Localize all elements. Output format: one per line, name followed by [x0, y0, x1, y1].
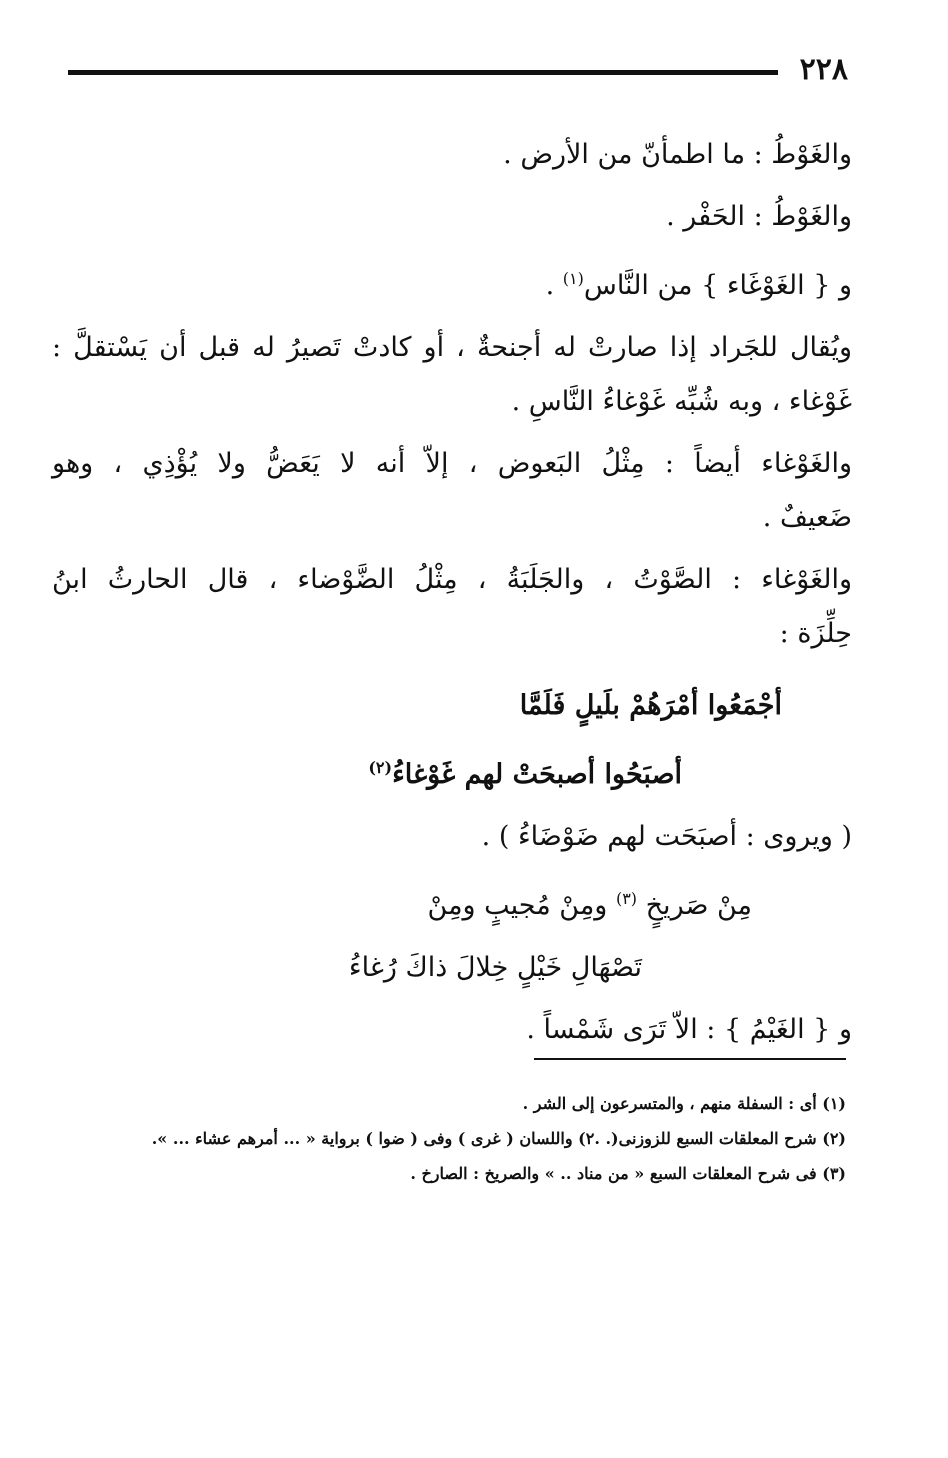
text-line: والغَوْغاء : الصَّوْتُ ، والجَلَبَةُ ، مِثْلُ الضَّوْضاء ، قال الحارثُ ابنُ: [52, 564, 852, 595]
footnote-rule: [534, 1058, 846, 1060]
text-line: والغَوْطُ : الحَفْر .: [666, 201, 852, 232]
verse-line: تَصْهَالِ خَيْلٍ خِلالَ ذاكَ رُغاءُ: [348, 952, 642, 983]
page-header: [68, 52, 848, 98]
verse-line: [52, 872, 852, 933]
footnotes: [86, 1086, 846, 1191]
text-span: مِنْ صَريخٍ: [645, 890, 752, 921]
body-text: [52, 128, 852, 1057]
text-line: ويُقال للجَراد إذا صارتْ له أجنحةٌ ، أو كادتْ تَصيرُ له قبل أن يَسْتقلَّ :: [52, 332, 852, 363]
footnote-marker: (١): [562, 269, 584, 288]
text-span: ومِنْ مُجيبٍ ومِنْ: [427, 890, 608, 921]
text-line: حِلِّزَة :: [779, 618, 852, 649]
footnote-marker: (٢): [368, 758, 393, 777]
verse-line: [52, 741, 852, 802]
text-line: و { الغَيْمُ } : الاّ تَرَى شَمْساً .: [526, 1014, 852, 1045]
footnote: (٢) شرح المعلقات السبع للزوزنى(. .٢) واللسان ( غرى ) وفى ( ضوا ) برواية « ... أمرهم عشاء ... ».: [151, 1129, 846, 1148]
header-rule: [68, 70, 778, 75]
text-line: والغَوْغاء أيضاً : مِثْلُ البَعوض ، إلاّ أنه لا يَعَضُّ ولا يُؤْذِي ، وهو: [52, 448, 852, 479]
verse-line: أجْمَعُوا أمْرَهُمْ بلَيلٍ فَلَمَّا: [519, 690, 782, 721]
text-line: ضَعيفٌ .: [762, 502, 852, 533]
text-span: .: [545, 270, 563, 301]
text-line: ( ويروى : أصبَحَت لهم ضَوْضَاءُ ) .: [481, 821, 852, 852]
text-span: أصبَحُوا أصبحَتْ لهم غَوْغاءُ: [392, 759, 682, 790]
text-span: و { الغَوْغَاء } من النَّاس: [583, 270, 852, 301]
footnote: (١) أى : السفلة منهم ، والمتسرعون إلى الشر .: [522, 1094, 846, 1113]
footnote: (٣) فى شرح المعلقات السبع « من مناد .. » والصريخ : الصارخ .: [410, 1164, 846, 1183]
page-number: ٢٢٨: [799, 52, 848, 87]
text-line: [52, 252, 852, 313]
text-line: غَوْغاء ، وبه شُبِّه غَوْغاءُ النَّاسِ .: [511, 386, 852, 417]
text-line: والغَوْطُ : ما اطمأنّ من الأرض .: [503, 139, 852, 170]
footnote-marker: (٣): [615, 889, 638, 908]
